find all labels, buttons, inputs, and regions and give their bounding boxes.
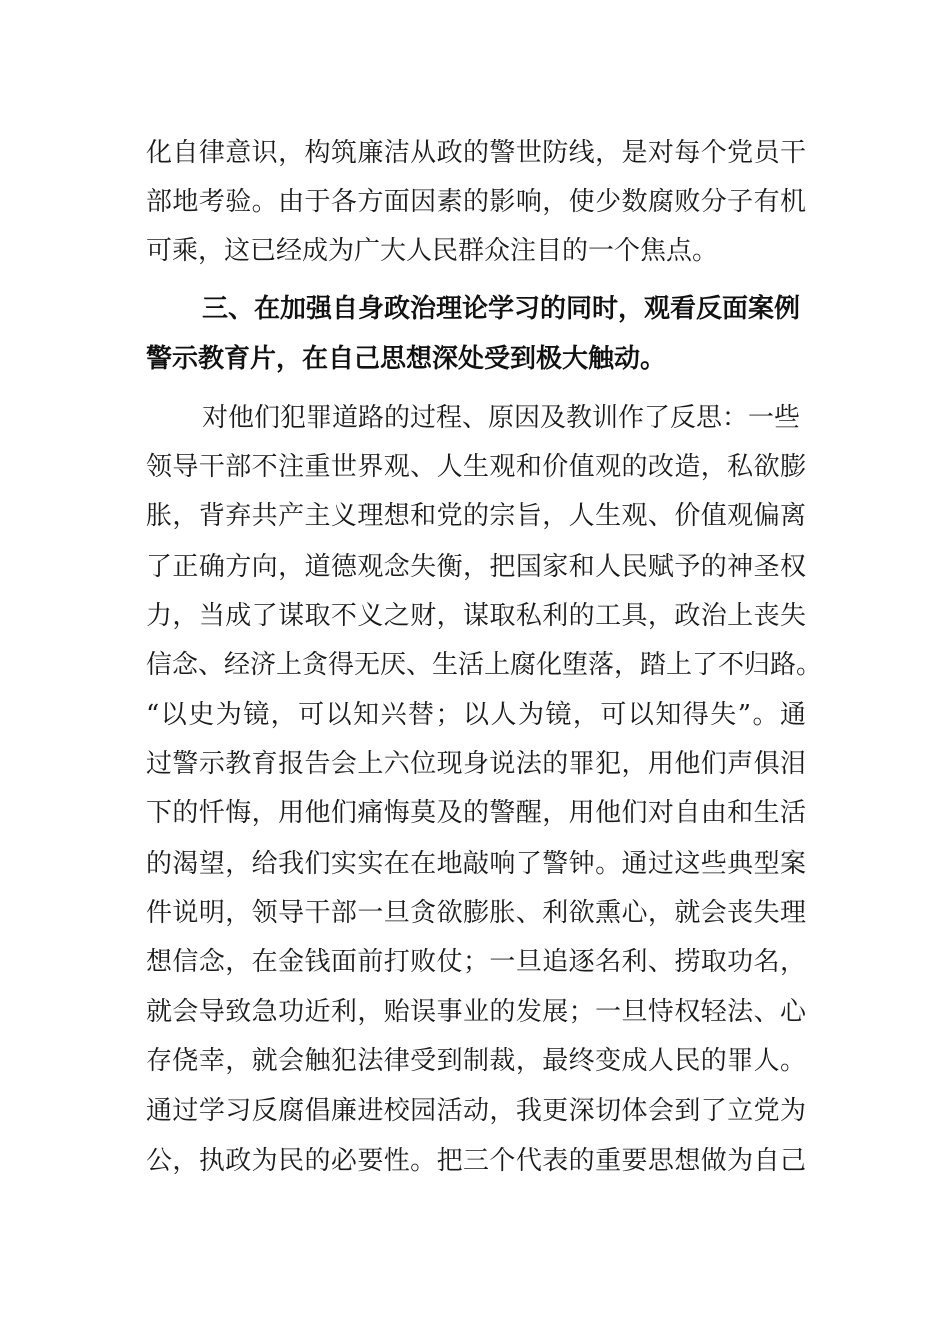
- paragraph-line: 通过学习反腐倡廉进校园活动，我更深切体会到了立党为: [146, 1096, 806, 1126]
- paragraph-line: 部地考验。由于各方面因素的影响，使少数腐败分子有机: [146, 187, 806, 217]
- paragraph-line: 化自律意识，构筑廉洁从政的警世防线，是对每个党员干: [146, 138, 806, 168]
- paragraph-line: 过警示教育报告会上六位现身说法的罪犯，用他们声俱泪: [146, 749, 806, 779]
- paragraph-line: 对他们犯罪道路的过程、原因及教训作了反思：一些: [202, 403, 801, 433]
- paragraph-line: 公，执政为民的必要性。把三个代表的重要思想做为自己: [146, 1146, 806, 1176]
- paragraph-line: 可乘，这已经成为广大人民群众注目的一个焦点。: [146, 236, 719, 266]
- paragraph-line: 了正确方向，道德观念失衡，把国家和人民赋予的神圣权: [146, 552, 806, 582]
- paragraph-line: 力，当成了谋取不义之财，谋取私利的工具，政治上丧失: [146, 601, 806, 631]
- paragraph-line: 就会导致急功近利，贻误事业的发展；一旦恃权轻法、心: [146, 997, 806, 1027]
- section-heading: 三、在加强自身政治理论学习的同时，观看反面案例: [202, 294, 801, 324]
- paragraph-line: 存侥幸，就会触犯法律受到制裁，最终变成人民的罪人。: [146, 1046, 806, 1076]
- paragraph-line: 领导干部不注重世界观、人生观和价值观的改造，私欲膨: [146, 452, 806, 482]
- paragraph-line: 想信念，在金钱面前打败仗；一旦追逐名利、捞取功名，: [146, 947, 806, 977]
- paragraph-line: 胀，背弃共产主义理想和党的宗旨，人生观、价值观偏离: [146, 501, 806, 531]
- paragraph-line: 件说明，领导干部一旦贪欲膨胀、利欲熏心，就会丧失理: [146, 898, 806, 928]
- paragraph-line: “以史为镜，可以知兴替；以人为镜，可以知得失”。通: [146, 700, 806, 730]
- paragraph-line: 信念、经济上贪得无厌、生活上腐化堕落，踏上了不归路。: [146, 650, 823, 680]
- paragraph-line: 的渴望，给我们实实在在地敲响了警钟。通过这些典型案: [146, 849, 806, 879]
- paragraph-line: 下的忏悔，用他们痛悔莫及的警醒，用他们对自由和生活: [146, 798, 806, 828]
- section-heading: 警示教育片，在自己思想深处受到极大触动。: [146, 344, 667, 374]
